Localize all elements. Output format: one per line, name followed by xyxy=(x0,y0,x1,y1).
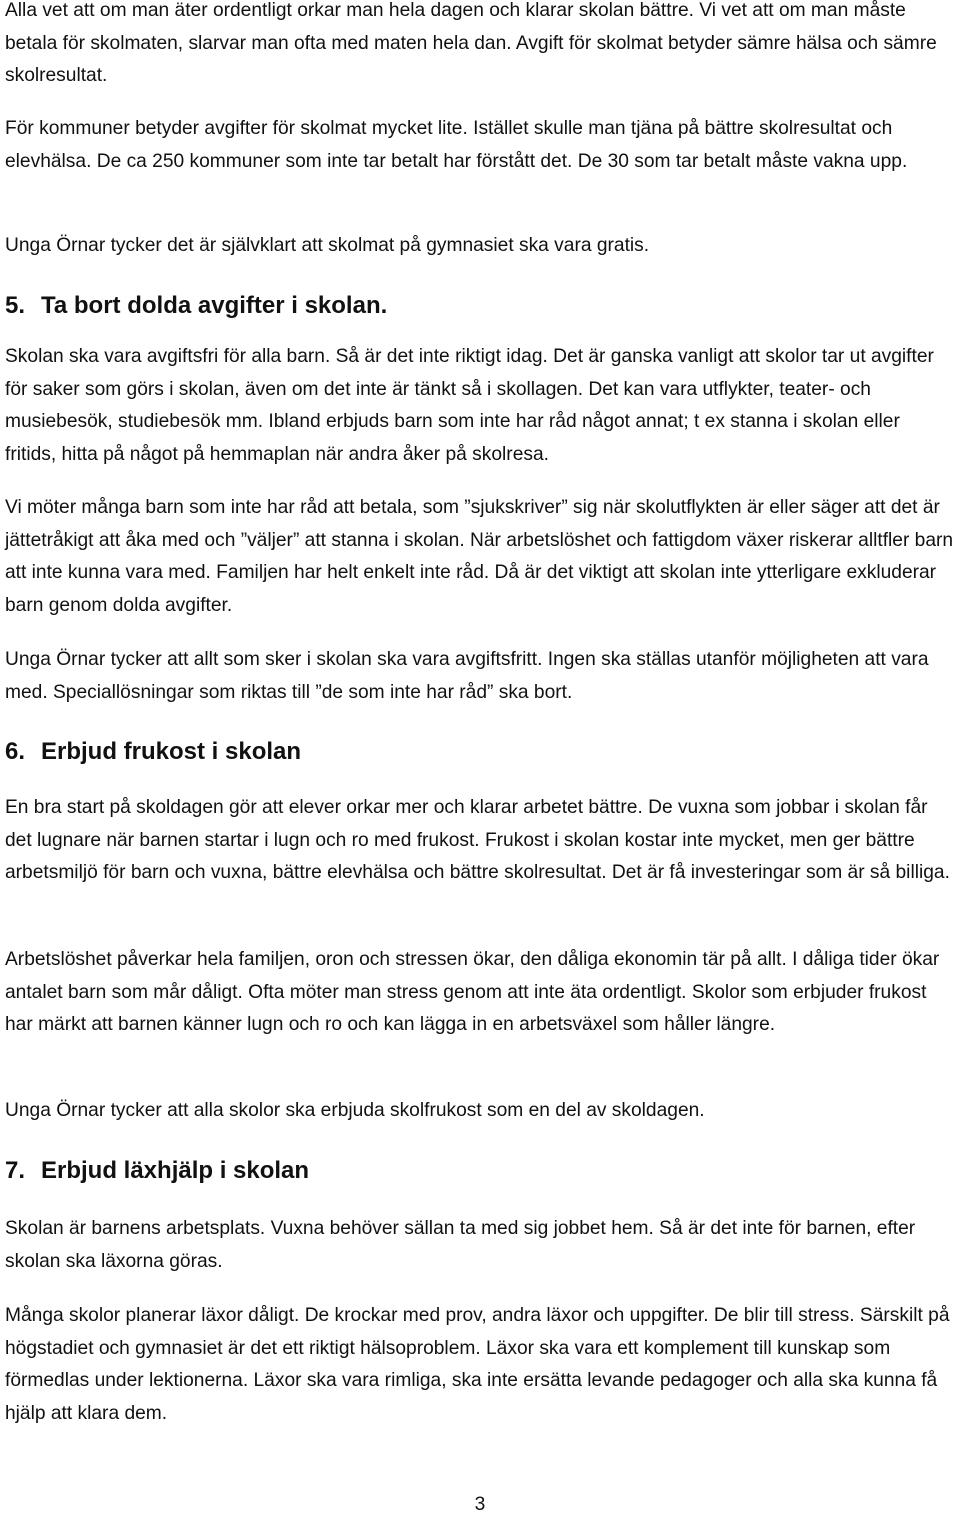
heading-title: Erbjud läxhjälp i skolan xyxy=(41,1157,310,1184)
heading-section-5 xyxy=(5,290,955,322)
heading-section-6 xyxy=(5,736,955,768)
paragraph-children-cannot-pay: Vi möter många barn som inte har råd att betala, som ”sjukskriver” sig när skolutflykten är eller säger att det är jättetråkigt att åka med och ”väljer” att stanna i skolan. När arbetslöshet och fattigdom växer riskerar alltfler barn att inte kunna vara med. Familjen har helt enkelt inte råd. Då är det viktigt att skolan inte ytterligare exkluderar barn genom dolda avgifter. xyxy=(5,497,954,616)
heading-number: 7. xyxy=(5,1157,26,1184)
paragraph-municipalities-fees: För kommuner betyder avgifter för skolmat mycket lite. Istället skulle man tjäna på bättre skolresultat och elevhälsa. De ca 250 kommuner som inte tar betalt har förstått det. De 30 som tar betalt måste vakna upp. xyxy=(5,118,908,172)
paragraph-school-meals-health: Alla vet att om man äter ordentligt orkar man hela dagen och klarar skolan bättre. Vi vet att om man måste betala för skolmaten, slarvar man ofta med maten hela dan. Avgift för skolmat betyder sämre hälsa och sämre skolresultat. xyxy=(5,0,937,86)
heading-number: 5. xyxy=(5,292,26,319)
paragraph-free-gymnasium-meals: Unga Örnar tycker det är självklart att skolmat på gymnasiet ska vara gratis. xyxy=(5,235,650,256)
heading-section-7 xyxy=(5,1155,955,1187)
heading-number: 6. xyxy=(5,738,26,765)
paragraph-hidden-fees: Skolan ska vara avgiftsfri för alla barn. Så är det inte riktigt idag. Det är ganska vanligt att skolor tar ut avgifter för saker som görs i skolan, även om det inte är tänkt så i skollagen. Det kan vara utflykter, teater- och musiebesök, studiebesök mm. Ibland erbjuds barn som inte har råd något annat; t ex stanna i skolan eller fritids, hitta på något på hemmaplan när andra åker på skolresa. xyxy=(5,346,934,465)
paragraph-breakfast-benefits: En bra start på skoldagen gör att elever orkar mer och klarar arbetet bättre. De vuxna som jobbar i skolan får det lugnare när barnen startar i lugn och ro med frukost. Frukost i skolan kostar inte mycket, men ger bättre arbetsmiljö för barn och vuxna, bättre elevhälsa och bättre skolresultat. Det är få investeringar som är så billiga. xyxy=(5,797,950,883)
page-number: 3 xyxy=(474,1494,486,1515)
paragraph-unemployment-stress: Arbetslöshet påverkar hela familjen, oron och stressen ökar, den dåliga ekonomin tär på allt. I dåliga tider ökar antalet barn som mår dåligt. Ofta möter man stress genom att inte äta ordentligt. Skolor som erbjuder frukost har märkt att barnen känner lugn och ro och kan lägga in en arbetsväxel som håller längre. xyxy=(5,949,940,1035)
paragraph-school-workplace: Skolan är barnens arbetsplats. Vuxna behöver sällan ta med sig jobbet hem. Så är det inte för barnen, efter skolan ska läxorna göras. xyxy=(5,1218,916,1272)
heading-title: Ta bort dolda avgifter i skolan. xyxy=(41,292,388,319)
paragraph-breakfast-policy: Unga Örnar tycker att alla skolor ska erbjuda skolfrukost som en del av skoldagen. xyxy=(5,1100,705,1121)
paragraph-homework-planning: Många skolor planerar läxor dåligt. De krockar med prov, andra läxor och uppgifter. De blir till stress. Särskilt på högstadiet och gymnasiet är det ett riktigt hälsoproblem. Läxor ska vara ett komplement till kunskap som förmedlas under lektionerna. Läxor ska vara rimliga, ska inte ersätta levande pedagoger och alla ska kunna få hjälp att klara dem. xyxy=(5,1305,950,1424)
paragraph-everything-free: Unga Örnar tycker att allt som sker i skolan ska vara avgiftsfritt. Ingen ska ställas utanför möjligheten att vara med. Speciallösningar som riktas till ”de som inte har råd” ska bort. xyxy=(5,649,929,703)
heading-title: Erbjud frukost i skolan xyxy=(41,738,302,765)
